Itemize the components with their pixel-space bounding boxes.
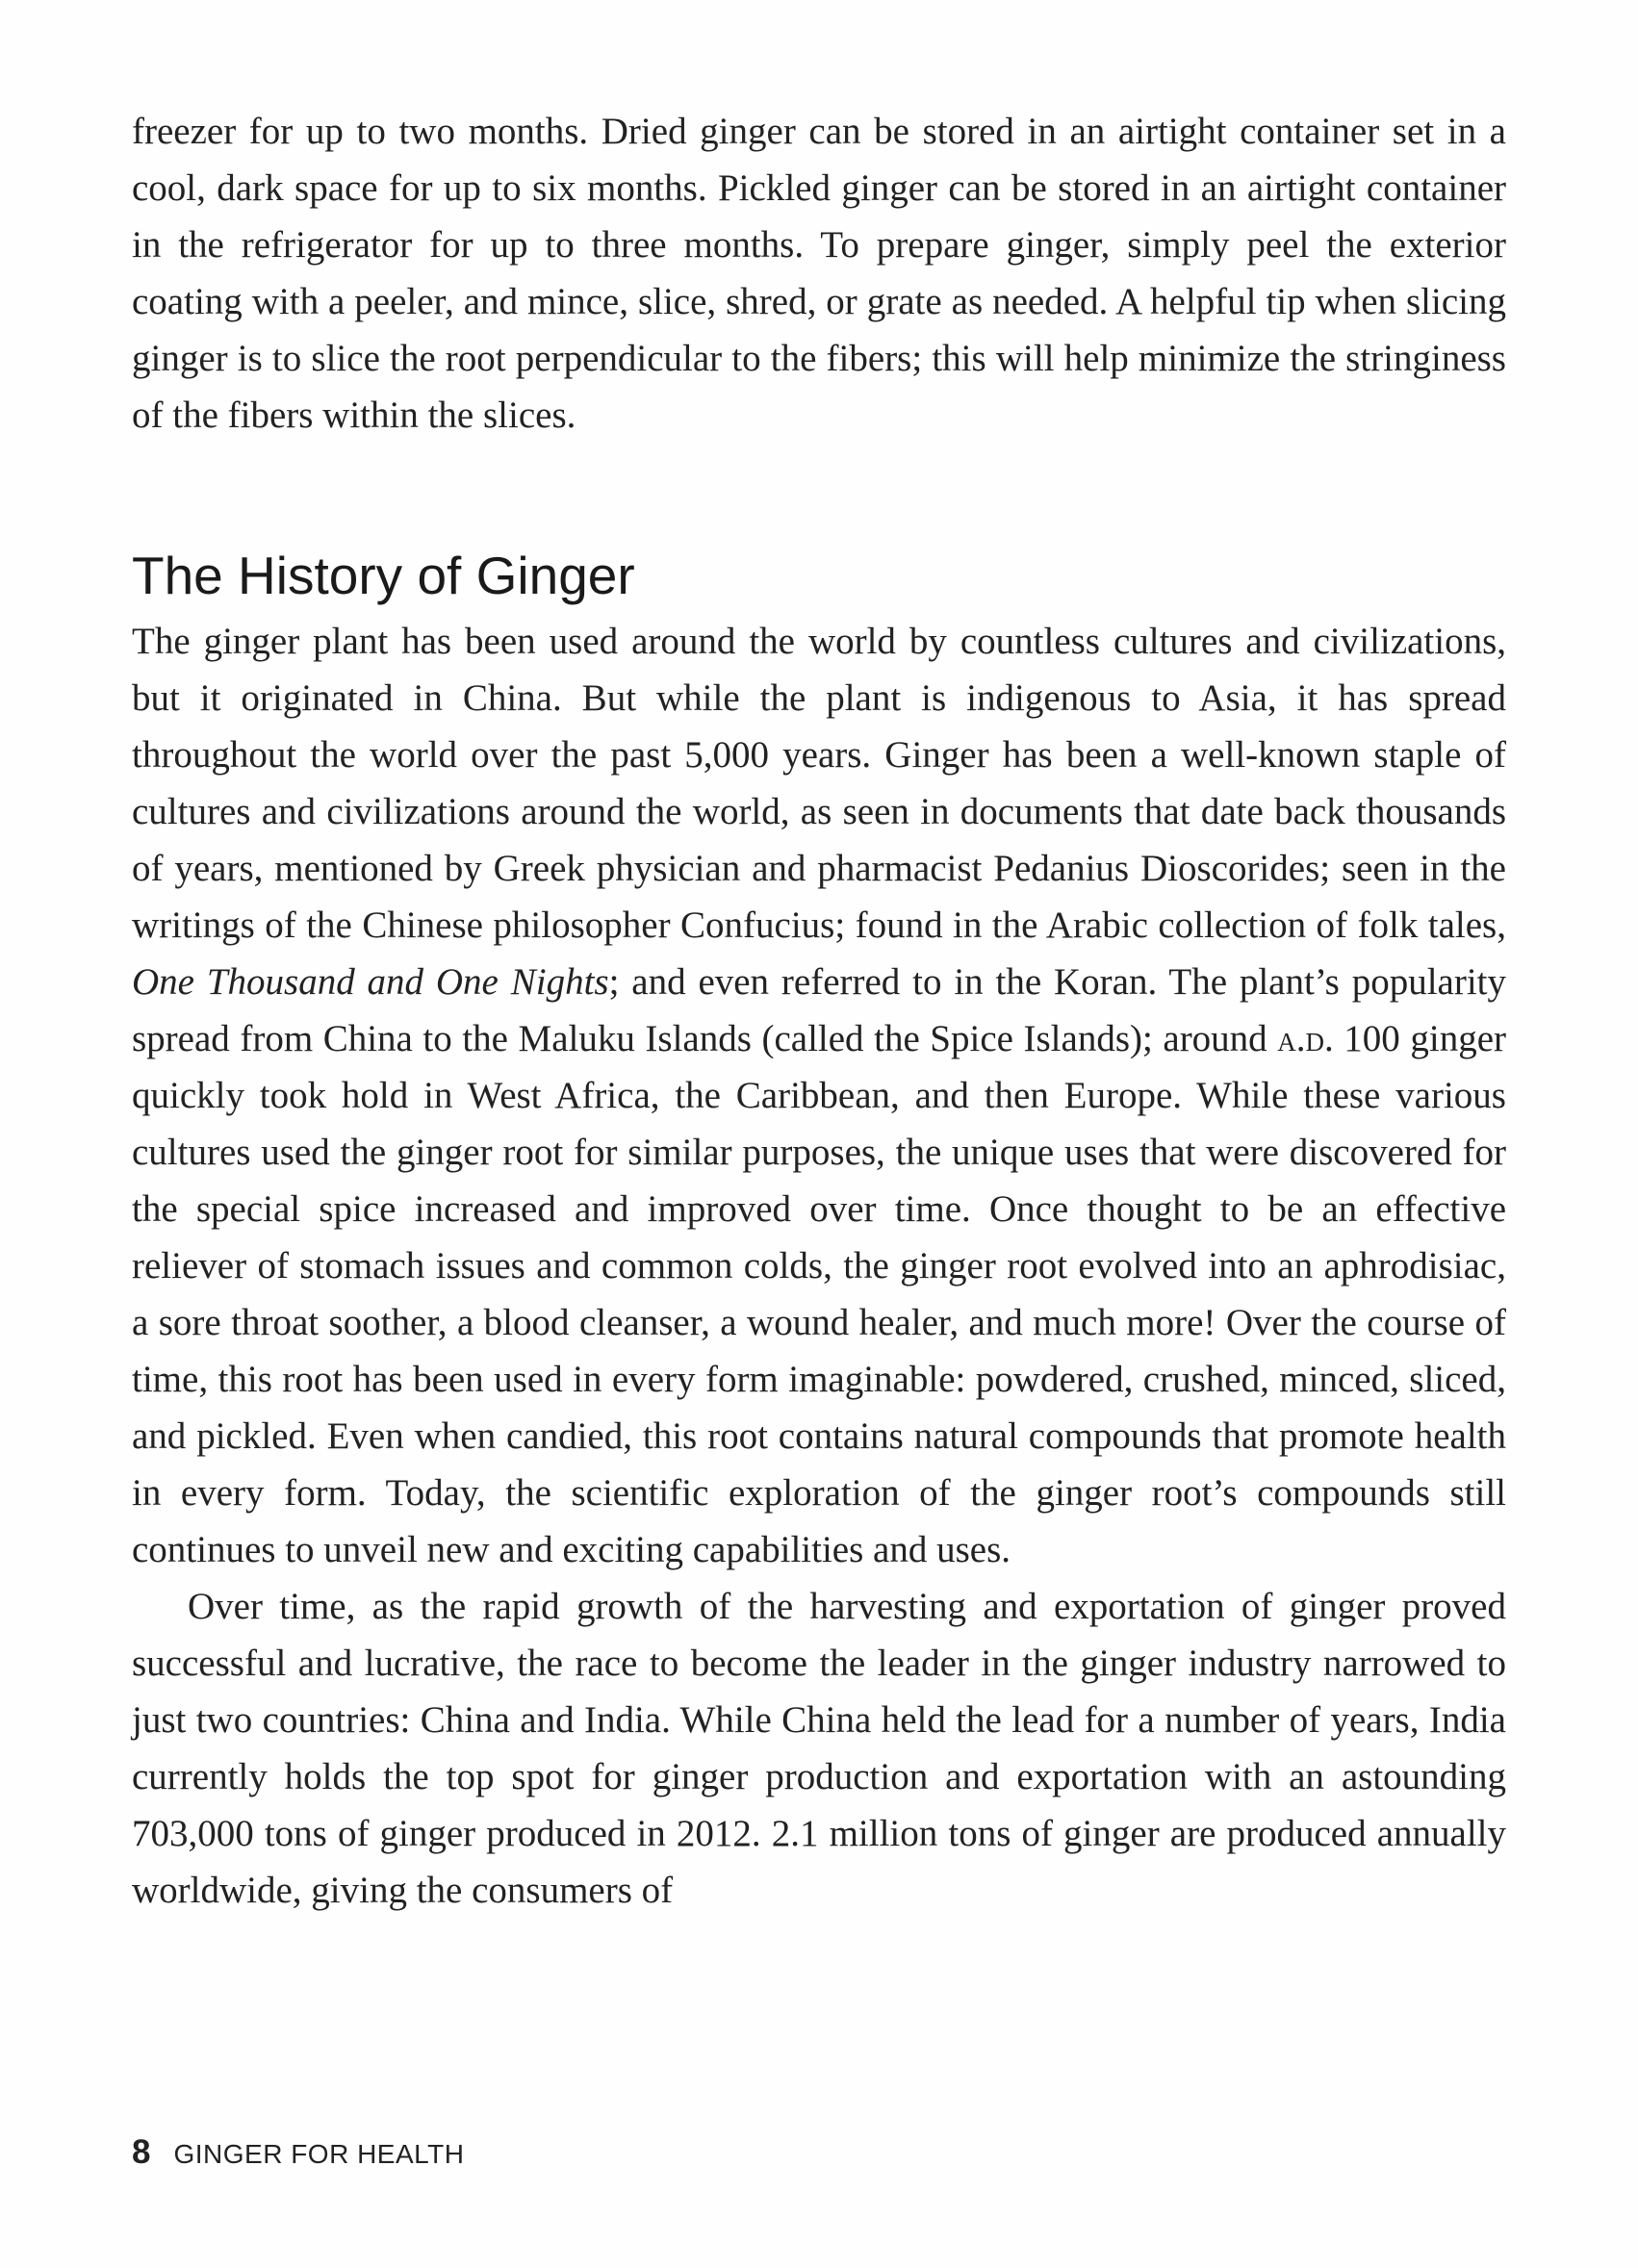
history-paragraph-1-text-b: ; and even referred to in the Koran. The plant’s popularity spread from China to the Maluku Islands (called the Spice Islands); around xyxy=(132,961,1506,1059)
intro-block xyxy=(132,103,1506,444)
history-paragraph-1-text-c: 100 ginger quickly took hold in West Africa, the Caribbean, and then Europe. While these various cultures used the ginger root for similar purposes, the unique uses that were discovered for the special spice increased and improved over time. Once thought to be an effective reliever of stomach issues and common colds, the ginger root evolved into an aphrodisiac, a sore throat soother, a blood cleanser, a wound healer, and much more! Over the course of time, this root has been used in every form imaginable: powdered, crushed, minced, sliced, and pickled. Even when candied, this root contains natural compounds that promote health in every form. Today, the scientific exploration of the ginger root’s compounds still continues to unveil new and exciting capabilities and uses. xyxy=(132,1018,1507,1570)
history-paragraph-2: Over time, as the rapid growth of the harvesting and exportation of ginger proved successful and lucrative, the race to become the leader in the ginger industry narrowed to just two countries: China and India. While China held the lead for a number of years, India currently holds the top spot for ginger production and exportation with an astounding 703,000 tons of ginger produced in 2012. 2.1 million tons of ginger are produced annually worldwide, giving the consumers of xyxy=(132,1586,1506,1911)
running-title: GINGER FOR HEALTH xyxy=(173,2139,465,2169)
history-block xyxy=(132,613,1506,1919)
intro-paragraph: freezer for up to two months. Dried ginger can be stored in an airtight container set in a cool, dark space for up to six months. Pickled ginger can be stored in an airtight container in the refrigerator for up to three months. To prepare ginger, simply peel the exterior coating with a peeler, and mince, slice, shred, or grate as needed. A helpful tip when slicing ginger is to slice the root perpendicular to the fibers; this will help minimize the stringiness of the fibers within the slices. xyxy=(132,111,1506,436)
book-title-one-thousand-and-one-nights: One Thousand and One Nights xyxy=(132,961,609,1003)
page-footer xyxy=(132,2133,464,2172)
page-number: 8 xyxy=(132,2133,151,2171)
era-abbreviation: a.d. xyxy=(1277,1018,1334,1059)
history-paragraph-1-text-a: The ginger plant has been used around the world by countless cultures and civilizations, but it originated in China. But while the plant is indigenous to Asia, it has spread throughout the world over the past 5,000 years. Ginger has been a well-known staple of cultures and civilizations around the world, as seen in documents that date back thousands of years, mentioned by Greek physician and pharmacist Pedanius Dioscorides; seen in the writings of the Chinese philosopher Confucius; found in the Arabic collection of folk tales, xyxy=(132,621,1506,946)
section-heading: The History of Ginger xyxy=(132,546,635,605)
history-paragraph-1 xyxy=(132,613,1506,1578)
